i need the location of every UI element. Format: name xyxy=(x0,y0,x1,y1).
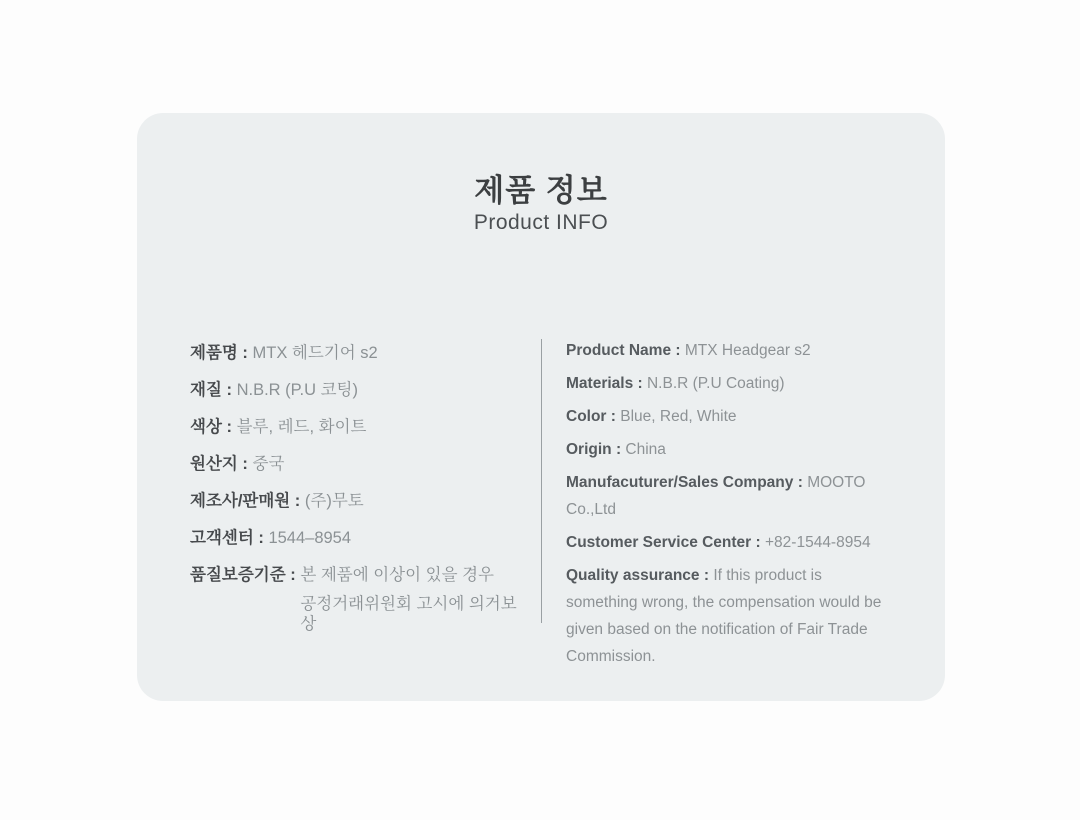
label-colon: : xyxy=(285,566,301,584)
label-colon: : xyxy=(699,567,714,584)
field-label: 재질 xyxy=(190,381,222,399)
field-value: MOOTO Co.,Ltd xyxy=(566,474,866,518)
label-colon: : xyxy=(671,342,685,359)
label-colon: : xyxy=(221,418,237,436)
field-label: 제품명 xyxy=(190,344,238,362)
field-label: Customer Service Center xyxy=(566,534,752,551)
field-label: Origin xyxy=(566,441,612,458)
field-value: 블루, 레드, 화이트 xyxy=(236,418,367,436)
label-colon: : xyxy=(751,534,765,551)
row-origin-en xyxy=(566,436,888,463)
field-value: (주)무토 xyxy=(304,492,364,510)
field-label: 품질보증기준 xyxy=(190,566,286,584)
field-label: 색상 xyxy=(190,418,222,436)
field-value: China xyxy=(625,441,666,458)
info-column-english xyxy=(566,337,888,676)
row-manufacturer-en xyxy=(566,469,888,523)
field-value: 중국 xyxy=(252,455,285,473)
field-label: Quality assurance xyxy=(566,567,700,584)
row-manufacturer-ko xyxy=(190,491,526,511)
row-product-name-ko xyxy=(190,343,526,363)
label-colon: : xyxy=(793,474,808,491)
row-customer-center-ko xyxy=(190,528,526,548)
product-info-card xyxy=(137,113,945,701)
field-label: Color xyxy=(566,408,607,425)
field-value-line2: 공정거래위원회 고시에 의거보상 xyxy=(300,595,517,633)
row-product-name-en xyxy=(566,337,888,364)
label-colon: : xyxy=(253,529,269,547)
label-colon: : xyxy=(221,381,237,399)
field-label: 제조사/판매원 xyxy=(190,492,291,510)
info-column-korean xyxy=(190,343,526,651)
row-origin-ko xyxy=(190,454,526,474)
field-value: If this product is something wrong, the compensation would be given based on the notification of Fair Trade Commission. xyxy=(566,567,882,665)
label-colon: : xyxy=(611,441,626,458)
row-color-en xyxy=(566,403,888,430)
field-value-line1: 본 제품에 이상이 있을 경우 xyxy=(300,566,494,584)
label-colon: : xyxy=(237,455,253,473)
field-value: N.B.R (P.U 코팅) xyxy=(236,381,358,399)
field-value: Blue, Red, White xyxy=(620,408,737,425)
field-label: Product Name xyxy=(566,342,672,359)
page-subtitle: Product INFO xyxy=(473,211,609,234)
field-label: 고객센터 xyxy=(190,529,254,547)
field-value xyxy=(300,565,526,634)
row-quality-assurance-ko xyxy=(190,565,526,634)
row-quality-assurance-en xyxy=(566,562,888,670)
field-label: Materials xyxy=(566,375,634,392)
field-label: Manufacuturer/Sales Company xyxy=(566,474,794,491)
row-materials-en xyxy=(566,370,888,397)
field-value: N.B.R (P.U Coating) xyxy=(646,375,785,392)
column-divider xyxy=(541,339,542,623)
label-colon: : xyxy=(237,344,253,362)
field-value: 1544–8954 xyxy=(268,529,352,547)
page-title: 제품 정보 xyxy=(474,173,608,208)
field-value: +82-1544-8954 xyxy=(765,534,871,551)
row-color-ko xyxy=(190,417,526,437)
field-value: MTX Headgear s2 xyxy=(684,342,811,359)
label-colon: : xyxy=(606,408,621,425)
field-value: MTX 헤드기어 s2 xyxy=(252,344,378,362)
row-materials-ko xyxy=(190,380,526,400)
row-customer-center-en xyxy=(566,529,888,556)
label-colon: : xyxy=(633,375,647,392)
field-label: 원산지 xyxy=(190,455,238,473)
label-colon: : xyxy=(290,492,305,510)
